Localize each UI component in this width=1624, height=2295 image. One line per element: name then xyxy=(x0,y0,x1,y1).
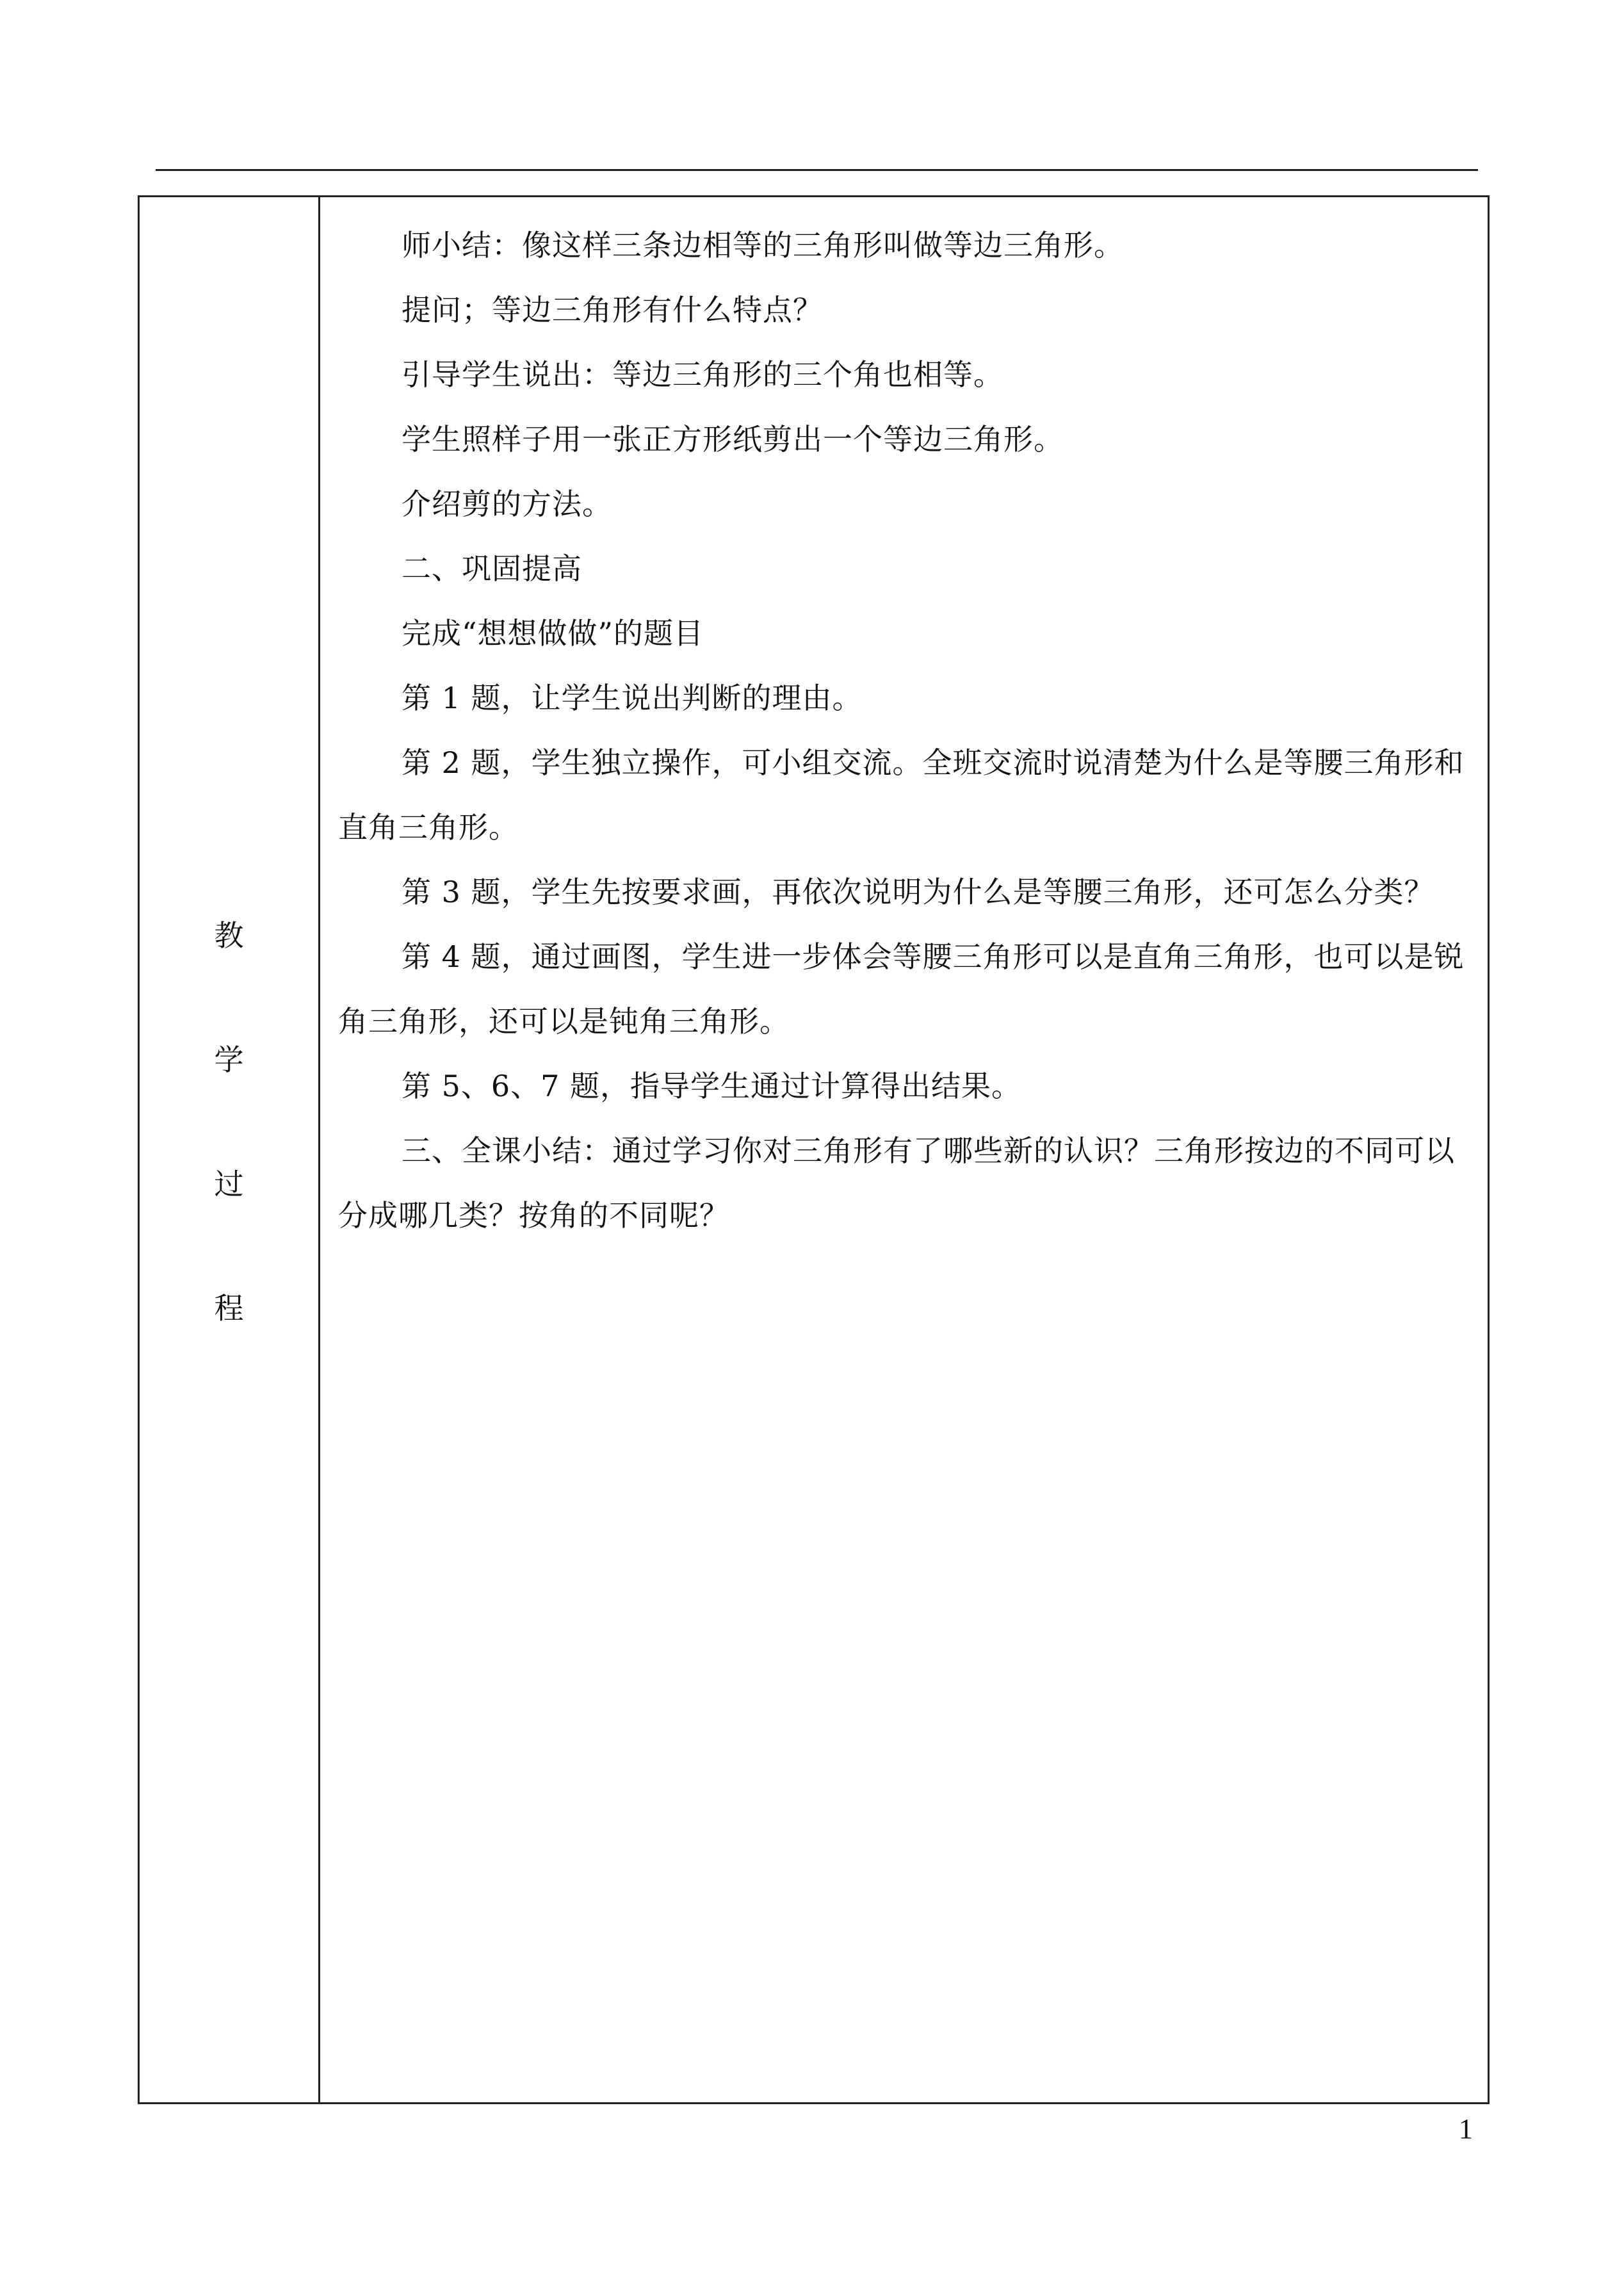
paragraph: 提问；等边三角形有什么特点？ xyxy=(402,293,823,327)
section-heading: 二、巩固提高 xyxy=(402,551,582,586)
lesson-table xyxy=(138,195,1490,2104)
page-number: 1 xyxy=(1459,2113,1473,2145)
paragraph: 第 2 题，学生独立操作，可小组交流。全班交流时说清楚为什么是等腰三角形和直角三角形。 xyxy=(338,745,1465,845)
header-rule xyxy=(156,169,1478,171)
paragraph: 第 1 题，让学生说出判断的理由。 xyxy=(402,681,863,715)
summary-paragraph: 三、全课小结：通过学习你对三角形有了哪些新的认识？三角形按边的不同可以分成哪几类？按角的不同呢？ xyxy=(338,1133,1455,1233)
paragraph: 师小结：像这样三条边相等的三角形叫做等边三角形。 xyxy=(402,228,1124,263)
paragraph: 学生照样子用一张正方形纸剪出一个等边三角形。 xyxy=(402,422,1064,457)
side-label-char: 过 xyxy=(214,1167,244,1201)
teaching-process-label xyxy=(140,918,318,1418)
paragraph: 第 4 题，通过画图，学生进一步体会等腰三角形可以是直角三角形，也可以是锐角三角形，还可以是钝角三角形。 xyxy=(338,939,1465,1039)
side-label-char: 学 xyxy=(214,1042,244,1077)
paragraph: 完成“想想做做”的题目 xyxy=(402,616,704,651)
lesson-content xyxy=(338,213,1479,1248)
side-label-char: 程 xyxy=(214,1291,244,1326)
paragraph: 第 3 题，学生先按要求画，再依次说明为什么是等腰三角形，还可怎么分类？ xyxy=(402,875,1434,909)
side-label-char: 教 xyxy=(214,918,244,953)
paragraph: 介绍剪的方法。 xyxy=(402,487,612,521)
paragraph: 引导学生说出：等边三角形的三个角也相等。 xyxy=(402,357,1003,392)
column-divider xyxy=(318,197,320,2102)
paragraph: 第 5、6、7 题，指导学生通过计算得出结果。 xyxy=(402,1069,1022,1103)
